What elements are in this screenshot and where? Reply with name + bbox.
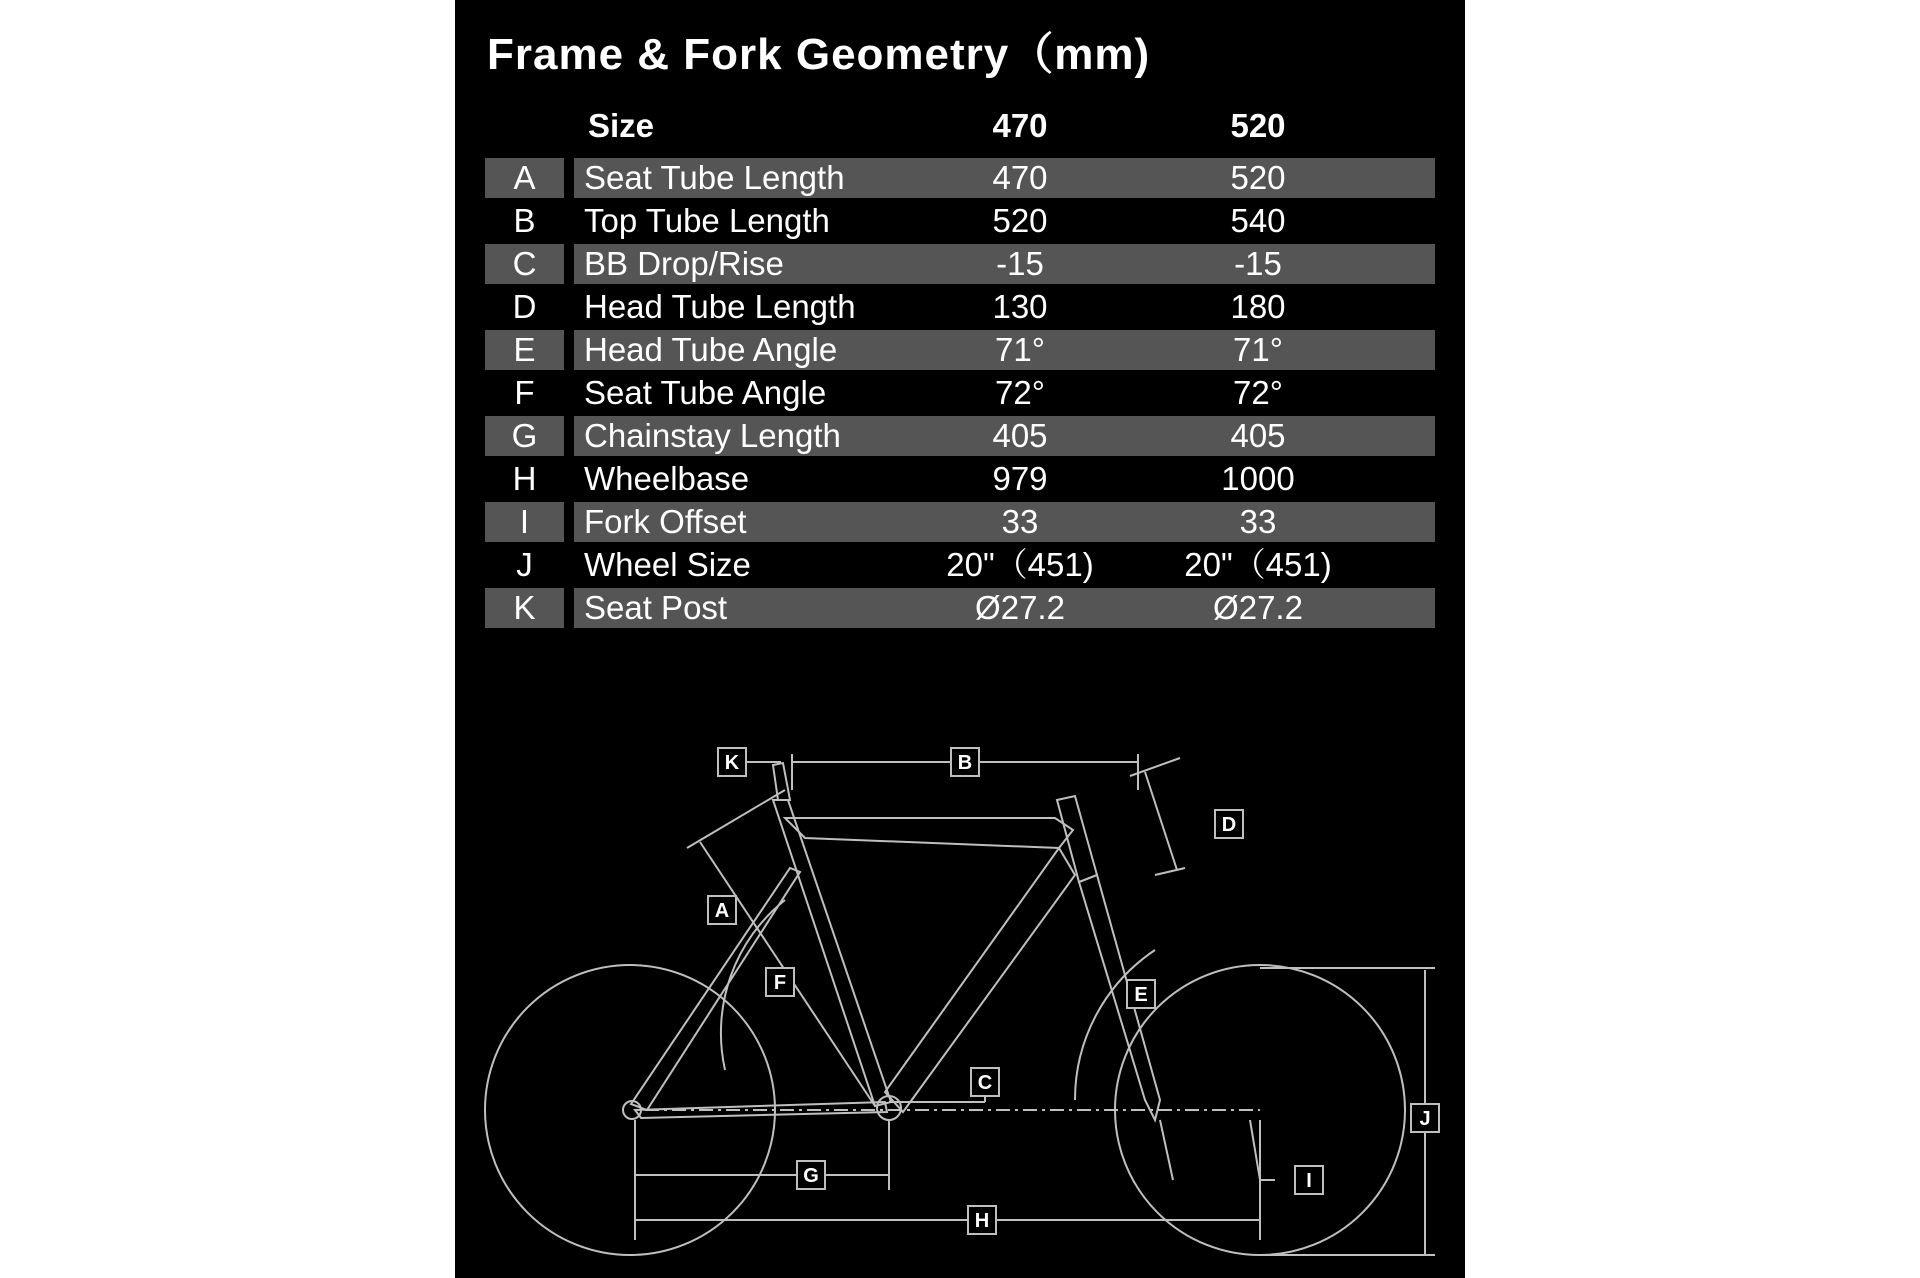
table-row-head-tube-angle	[485, 330, 1435, 370]
row-name: Seat Tube Angle	[584, 374, 827, 411]
label-k-text: K	[724, 752, 740, 774]
value-520: 33	[1239, 503, 1277, 540]
table-row-top-tube-length	[485, 201, 1435, 241]
label-g-text: G	[803, 1165, 819, 1187]
row-name: Seat Tube Length	[584, 159, 845, 196]
label-e	[1127, 980, 1155, 1008]
value-520: 20"（451)	[1184, 546, 1332, 583]
label-c	[971, 1068, 999, 1096]
value-520: 1000	[1221, 460, 1295, 497]
row-name: Top Tube Length	[584, 202, 830, 239]
label-e-text: E	[1134, 984, 1148, 1006]
size-520-header: 520	[1230, 107, 1286, 144]
label-f-text: F	[773, 972, 787, 994]
value-520: Ø27.2	[1213, 589, 1303, 626]
row-name: BB Drop/Rise	[584, 245, 784, 282]
value-520: -15	[1234, 245, 1282, 282]
value-470: 470	[992, 159, 1048, 196]
dimension-a-line	[687, 790, 875, 1106]
geometry-panel	[455, 0, 1465, 1278]
row-letter: K	[513, 589, 536, 626]
value-520: 540	[1230, 202, 1286, 239]
size-header-label: Size	[588, 107, 655, 144]
value-470: 71°	[995, 331, 1045, 368]
seat-tube	[773, 800, 891, 1106]
value-520: 71°	[1233, 331, 1283, 368]
table-row-chainstay-length	[485, 416, 1435, 456]
label-a-text: A	[714, 900, 730, 922]
label-j-text: J	[1419, 1108, 1431, 1130]
row-letter: H	[512, 460, 537, 497]
table-row-seat-post	[485, 588, 1435, 628]
bike-geometry-diagram	[455, 700, 1465, 1278]
label-h-text: H	[974, 1210, 990, 1232]
label-g	[797, 1161, 825, 1189]
label-i-text: I	[1306, 1170, 1312, 1192]
value-470: -15	[996, 245, 1044, 282]
size-470-header: 470	[992, 107, 1048, 144]
dimension-i-leader	[1160, 1120, 1275, 1180]
row-name: Wheel Size	[584, 546, 751, 583]
table-row-wheel-size	[485, 545, 1435, 585]
value-470: 405	[992, 417, 1048, 454]
label-i	[1295, 1166, 1323, 1194]
row-letter: G	[511, 417, 538, 454]
top-tube	[785, 818, 1073, 848]
label-a	[708, 896, 736, 924]
row-name: Seat Post	[584, 589, 728, 626]
value-470: 33	[1001, 503, 1039, 540]
label-f	[766, 968, 794, 996]
label-d-text: D	[1221, 814, 1237, 836]
label-k	[718, 748, 746, 776]
value-470: 520	[992, 202, 1048, 239]
row-letter: I	[519, 503, 530, 540]
value-470: 20"（451)	[946, 546, 1094, 583]
value-520: 405	[1230, 417, 1286, 454]
row-letter: B	[513, 202, 536, 239]
label-j	[1411, 1104, 1439, 1132]
row-name: Head Tube Length	[584, 288, 856, 325]
table-row-seat-tube-angle	[485, 373, 1435, 413]
row-letter: J	[516, 546, 533, 583]
dimension-g-line	[635, 1120, 889, 1190]
row-name: Head Tube Angle	[584, 331, 838, 368]
row-letter: E	[513, 331, 536, 368]
label-c-text: C	[977, 1072, 993, 1094]
bottom-bracket	[877, 1096, 901, 1120]
value-520: 180	[1230, 288, 1286, 325]
label-h	[968, 1206, 996, 1234]
dimension-h-line	[635, 1120, 1260, 1240]
dimension-j-line	[1260, 968, 1435, 1255]
label-d	[1215, 810, 1243, 838]
value-470: 72°	[995, 374, 1045, 411]
row-name: Wheelbase	[584, 460, 750, 497]
table-row-wheelbase	[485, 459, 1435, 499]
row-letter: C	[512, 245, 537, 282]
table-row-fork-offset	[485, 502, 1435, 542]
value-520: 72°	[1233, 374, 1283, 411]
label-b-text: B	[957, 752, 973, 774]
table-row-bb-drop-rise	[485, 244, 1435, 284]
value-470: 130	[992, 288, 1048, 325]
label-b	[951, 748, 979, 776]
row-letter: F	[514, 374, 535, 411]
table-row-head-tube-length	[485, 287, 1435, 327]
value-470: Ø27.2	[975, 589, 1065, 626]
value-520: 520	[1230, 159, 1286, 196]
table-row-seat-tube-length	[485, 158, 1435, 198]
page-title: Frame & Fork Geometry（mm)	[487, 30, 1151, 79]
head-tube	[1057, 796, 1097, 882]
row-name: Fork Offset	[584, 503, 747, 540]
value-470: 979	[992, 460, 1048, 497]
row-letter: D	[512, 288, 537, 325]
row-letter: A	[513, 159, 536, 196]
row-name: Chainstay Length	[584, 417, 841, 454]
